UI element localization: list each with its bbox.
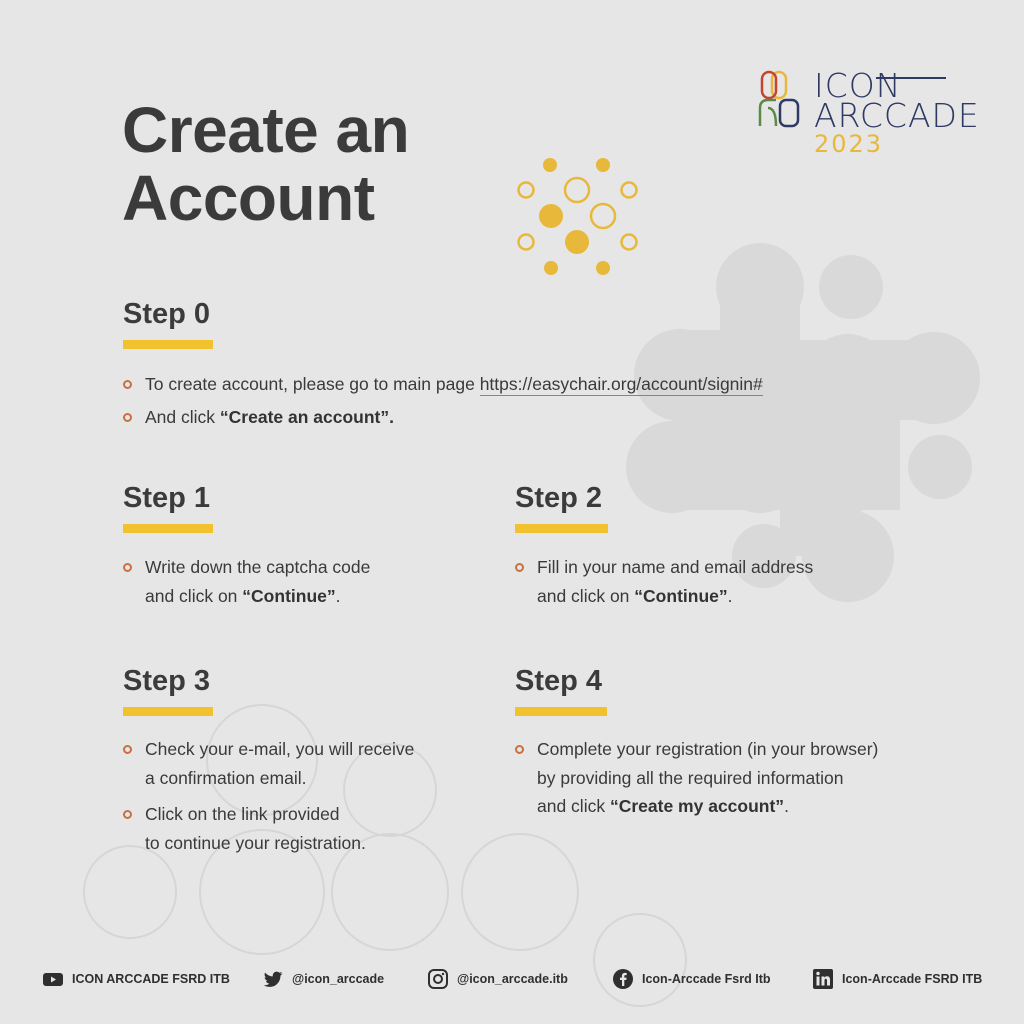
linkedin-icon bbox=[812, 968, 834, 990]
list-item bbox=[515, 553, 813, 610]
step-1-line1: Write down the captcha code bbox=[145, 557, 371, 577]
instagram-label: @icon_arccade.itb bbox=[457, 972, 568, 986]
list-item bbox=[123, 403, 763, 432]
create-my-account-emphasis: “Create my account” bbox=[609, 796, 785, 816]
social-footer bbox=[0, 962, 1024, 996]
step-3-item1-line2: a confirmation email. bbox=[145, 767, 307, 788]
logo-word-icon: ICON bbox=[814, 66, 902, 105]
step-0-item2-text: And click bbox=[145, 406, 216, 427]
step-0-underline bbox=[123, 340, 213, 349]
step-3-item2-line2: to continue your registration. bbox=[145, 832, 366, 853]
bullet-icon bbox=[515, 563, 524, 572]
step-1-heading: Step 1 bbox=[123, 482, 211, 514]
step-0-heading: Step 0 bbox=[123, 298, 211, 330]
step-2-continue-emphasis: “Continue” bbox=[634, 585, 728, 606]
logo-word-arccade: ARCCADE bbox=[814, 96, 980, 135]
step-4-underline bbox=[515, 707, 607, 716]
step-0-item1-text: To create account, please go to main page bbox=[145, 374, 475, 394]
footer-youtube[interactable] bbox=[42, 962, 230, 996]
footer-twitter[interactable] bbox=[262, 962, 384, 996]
step-2-line2-pre: and click on bbox=[537, 585, 630, 606]
step-1-line2-post: . bbox=[335, 585, 341, 606]
step-3-item2-line1: Click on the link provided bbox=[145, 804, 340, 824]
bullet-icon bbox=[123, 745, 132, 754]
facebook-label: Icon-Arccade Fsrd Itb bbox=[642, 972, 771, 986]
step-2-line2-post: . bbox=[727, 585, 733, 606]
step-1-list bbox=[123, 553, 370, 610]
step-3-underline bbox=[123, 707, 213, 716]
step-4-list bbox=[515, 735, 878, 821]
step-1-continue-emphasis: “Continue” bbox=[242, 585, 336, 606]
bullet-icon bbox=[123, 810, 132, 819]
page-title-line1: Create an bbox=[122, 94, 410, 166]
facebook-icon bbox=[612, 968, 634, 990]
step-4-heading: Step 4 bbox=[515, 665, 603, 697]
footer-linkedin[interactable] bbox=[812, 962, 982, 996]
step-2-line1: Fill in your name and email address bbox=[537, 557, 814, 577]
list-item bbox=[123, 800, 414, 857]
step-3-heading: Step 3 bbox=[123, 665, 211, 697]
step-4-line1: Complete your registration (in your browser) bbox=[537, 739, 879, 759]
step-4-line2: by providing all the required information bbox=[537, 767, 844, 788]
step-2-underline bbox=[515, 524, 608, 533]
dot-cluster-graphic bbox=[519, 158, 637, 275]
linkedin-label: Icon-Arccade FSRD ITB bbox=[842, 972, 983, 986]
youtube-label: ICON ARCCADE FSRD ITB bbox=[72, 972, 230, 986]
step-3-item1-line1: Check your e-mail, you will receive bbox=[145, 739, 415, 759]
footer-instagram[interactable] bbox=[427, 962, 568, 996]
twitter-icon bbox=[262, 968, 284, 990]
step-2-list bbox=[515, 553, 813, 610]
youtube-icon bbox=[42, 968, 64, 990]
footer-facebook[interactable] bbox=[612, 962, 771, 996]
step-4-line3-post: . bbox=[784, 796, 789, 816]
list-item bbox=[123, 735, 414, 792]
step-1-underline bbox=[123, 524, 213, 533]
bullet-icon bbox=[515, 745, 524, 754]
easychair-signin-link[interactable]: https://easychair.org/account/signin# bbox=[479, 374, 763, 394]
step-1-line2-pre: and click on bbox=[145, 585, 238, 606]
bullet-icon bbox=[123, 380, 132, 389]
logo-year: 2023 bbox=[814, 130, 884, 158]
list-item bbox=[515, 735, 878, 821]
step-4-line3-pre: and click bbox=[537, 796, 606, 816]
bullet-icon bbox=[123, 413, 132, 422]
page-title-line2: Account bbox=[122, 162, 375, 234]
page-title bbox=[122, 96, 409, 232]
step-2-heading: Step 2 bbox=[515, 482, 603, 514]
list-item bbox=[123, 370, 763, 399]
bullet-icon bbox=[123, 563, 132, 572]
step-0-list bbox=[123, 370, 763, 431]
instagram-icon bbox=[427, 968, 449, 990]
create-account-emphasis: “Create an account”. bbox=[219, 406, 394, 427]
list-item bbox=[123, 553, 370, 610]
twitter-label: @icon_arccade bbox=[292, 972, 385, 986]
step-3-list bbox=[123, 735, 414, 857]
